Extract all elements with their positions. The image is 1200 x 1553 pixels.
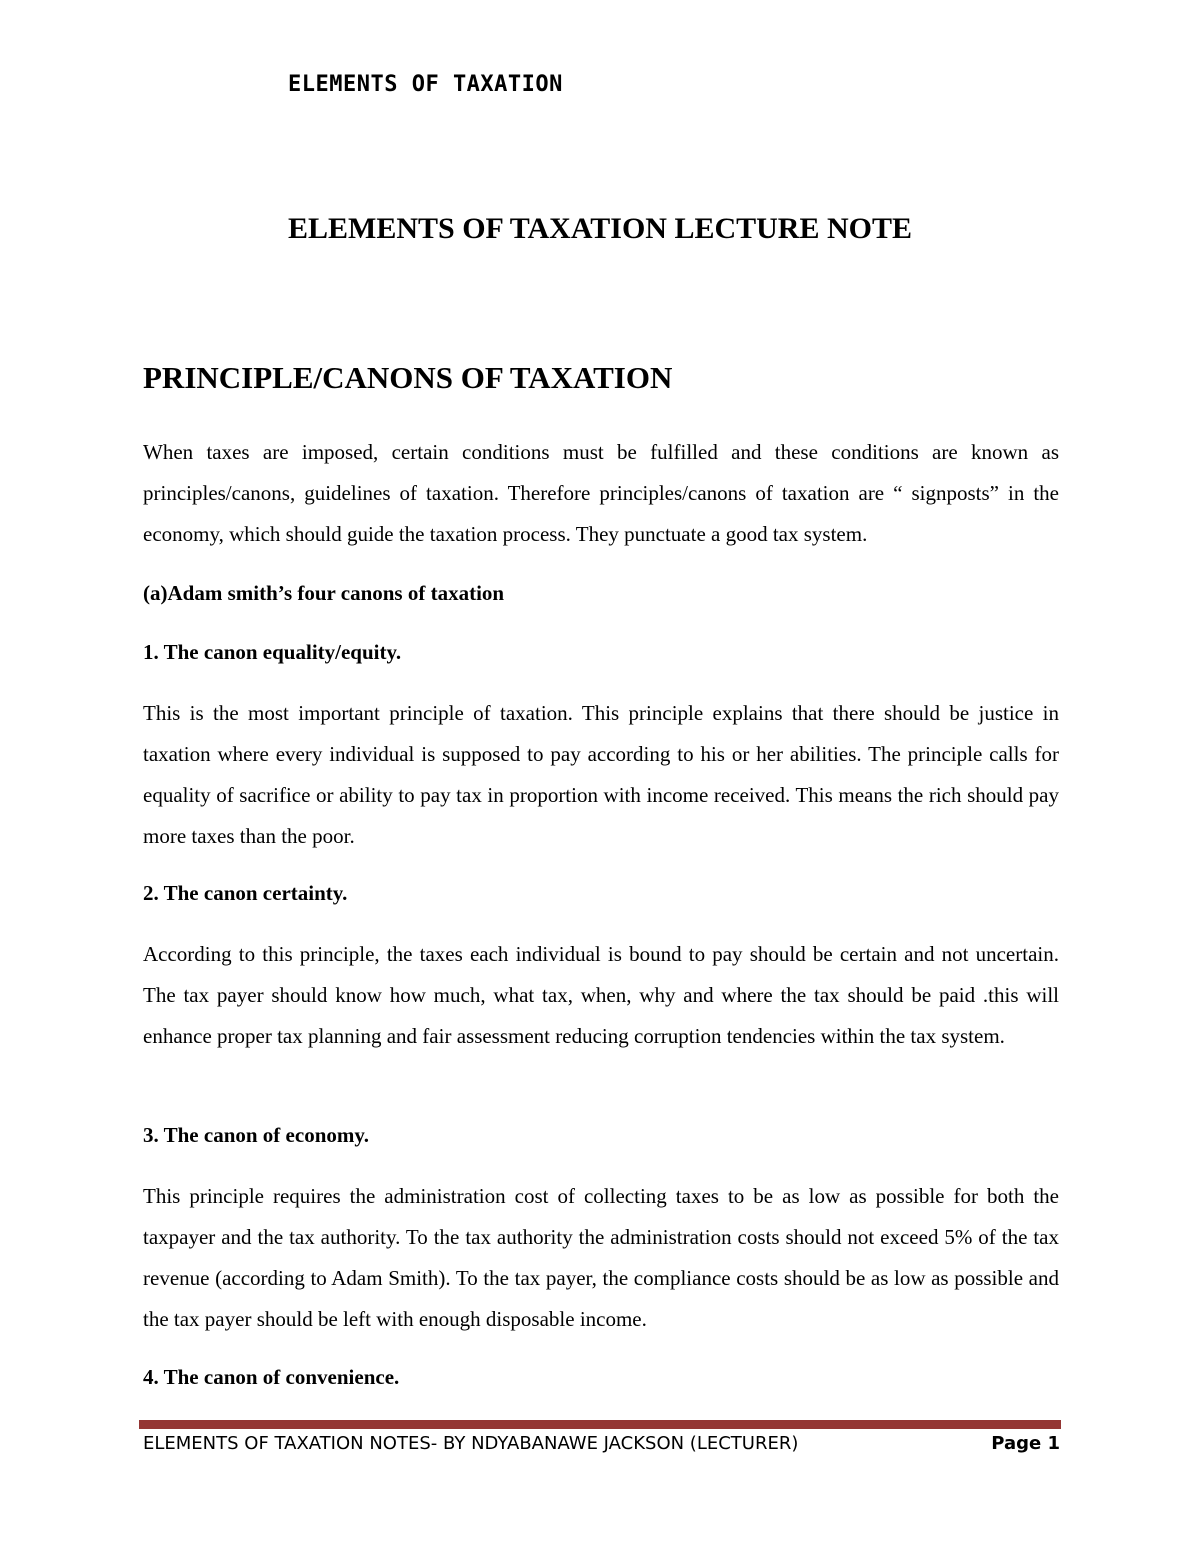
canon-paragraph-3: This principle requires the administration cost of collecting taxes to be as low as possible for both the taxpayer and the tax authority. To the tax authority the administration costs should not exceed 5% of the tax revenue (according to Adam Smith). To the tax payer, the compliance costs should be as low as possible and the tax payer should be left with enough disposable income. bbox=[143, 1184, 1059, 1331]
document-title: ELEMENTS OF TAXATION LECTURE NOTE bbox=[287, 212, 912, 245]
subsection-heading-a: (a)Adam smith’s four canons of taxation bbox=[143, 581, 505, 605]
footer-text: ELEMENTS OF TAXATION NOTES- BY NDYABANAWE JACKSON (LECTURER) bbox=[143, 1433, 799, 1454]
canon-paragraph-2: According to this principle, the taxes each individual is bound to pay should be certain and not uncertain. The tax payer should know how much, what tax, when, why and where the tax should be paid .this will enhance proper tax planning and fair assessment reducing corruption tendencies within the tax system. bbox=[143, 942, 1059, 1048]
section-heading: PRINCIPLE/CANONS OF TAXATION bbox=[143, 360, 673, 395]
running-header: ELEMENTS OF TAXATION bbox=[288, 72, 563, 97]
canon-heading-4: 4. The canon of convenience. bbox=[143, 1365, 400, 1389]
intro-paragraph: When taxes are imposed, certain conditions must be fulfilled and these conditions are known as principles/canons, guidelines of taxation. Therefore principles/canons of taxation are “ signposts” in the economy, which should guide the taxation process. They punctuate a good tax system. bbox=[143, 440, 1059, 546]
canon-paragraph-1: This is the most important principle of taxation. This principle explains that there should be justice in taxation where every individual is supposed to pay according to his or her abilities. The principle calls for equality of sacrifice or ability to pay tax in proportion with income received. This means the rich should pay more taxes than the poor. bbox=[143, 701, 1059, 848]
canon-heading-1: 1. The canon equality/equity. bbox=[143, 640, 402, 664]
canon-heading-2: 2. The canon certainty. bbox=[143, 881, 348, 905]
canon-heading-3: 3. The canon of economy. bbox=[143, 1123, 369, 1147]
footer-rule bbox=[139, 1420, 1061, 1429]
page-number: Page 1 bbox=[991, 1433, 1060, 1454]
